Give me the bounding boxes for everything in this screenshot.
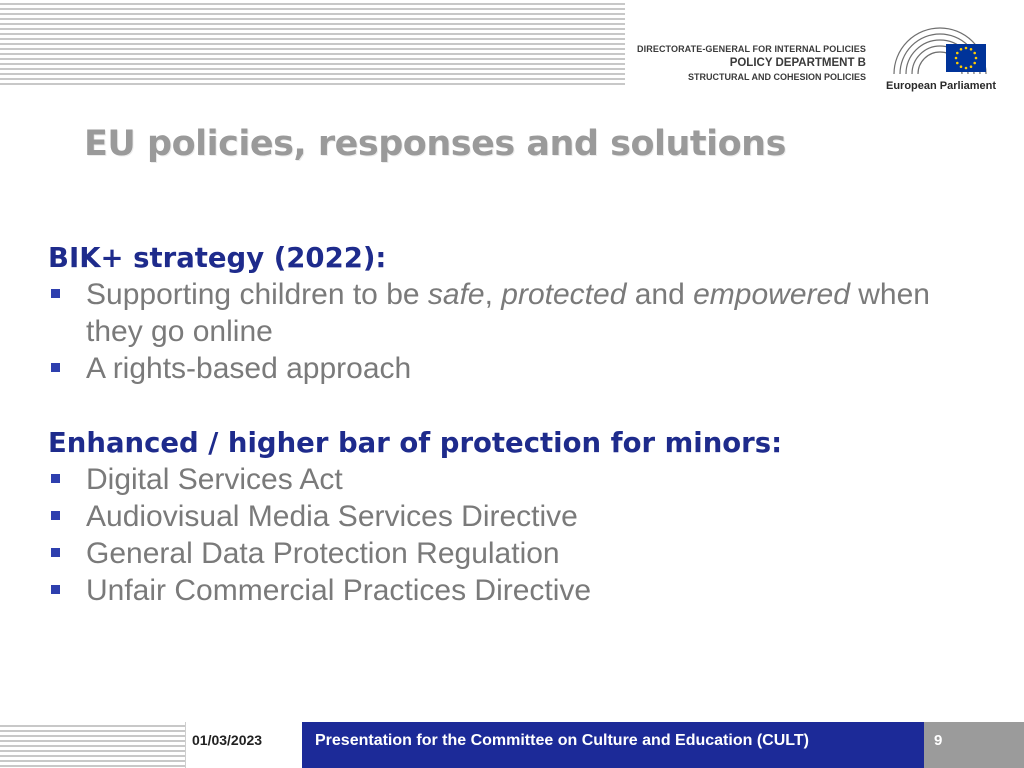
section-heading: BIK+ strategy (2022): [48,242,387,274]
footer-bar [302,722,924,768]
square-bullet-icon [51,363,60,372]
bullet-list [48,276,988,387]
bullet-text: Digital Services Act [86,463,343,496]
header-stripes [0,0,625,88]
section-bik-strategy [48,240,988,387]
list-item [48,461,988,498]
department-header [637,42,866,83]
footer-caption: Presentation for the Committee on Culture and Education (CULT) [315,732,809,749]
square-bullet-icon [51,474,60,483]
bullet-text: General Data Protection Regulation [86,537,560,570]
list-item [48,572,988,609]
parliament-hemicycle-icon [888,24,992,80]
slide-title: EU policies, responses and solutions [84,124,786,164]
emphasis-protected: protected [501,278,627,311]
bullet-text: when they go online [86,278,930,348]
emphasis-safe: safe [427,278,485,311]
section-heading: Enhanced / higher bar of protection for minors: [48,427,783,459]
bullet-text: Audiovisual Media Services Directive [86,500,578,533]
bullet-list [48,461,988,609]
square-bullet-icon [51,511,60,520]
bullet-text: and [626,278,694,311]
bullet-text: Unfair Commercial Practices Directive [86,574,592,607]
section-spacer [48,387,988,425]
directorate-label: DIRECTORATE-GENERAL FOR INTERNAL POLICIES [637,44,866,54]
policies-label: STRUCTURAL AND COHESION POLICIES [687,72,866,82]
policy-department-label: POLICY DEPARTMENT B [729,57,866,69]
square-bullet-icon [51,585,60,594]
footer-date: 01/03/2023 [192,732,263,748]
slide-content [48,240,988,609]
list-item [48,350,988,387]
bullet-text: Supporting children to be [86,278,428,311]
list-item [48,276,988,350]
page-number-box [924,722,1024,768]
bullet-text: A rights-based approach [86,352,412,385]
list-item [48,498,988,535]
square-bullet-icon [51,548,60,557]
emphasis-empowered: empowered [693,278,850,311]
square-bullet-icon [51,289,60,298]
list-item [48,535,988,572]
section-protection-minors [48,425,988,609]
european-parliament-label: European Parliament [886,80,997,92]
bullet-text: , [484,278,502,311]
page-number: 9 [934,732,943,749]
